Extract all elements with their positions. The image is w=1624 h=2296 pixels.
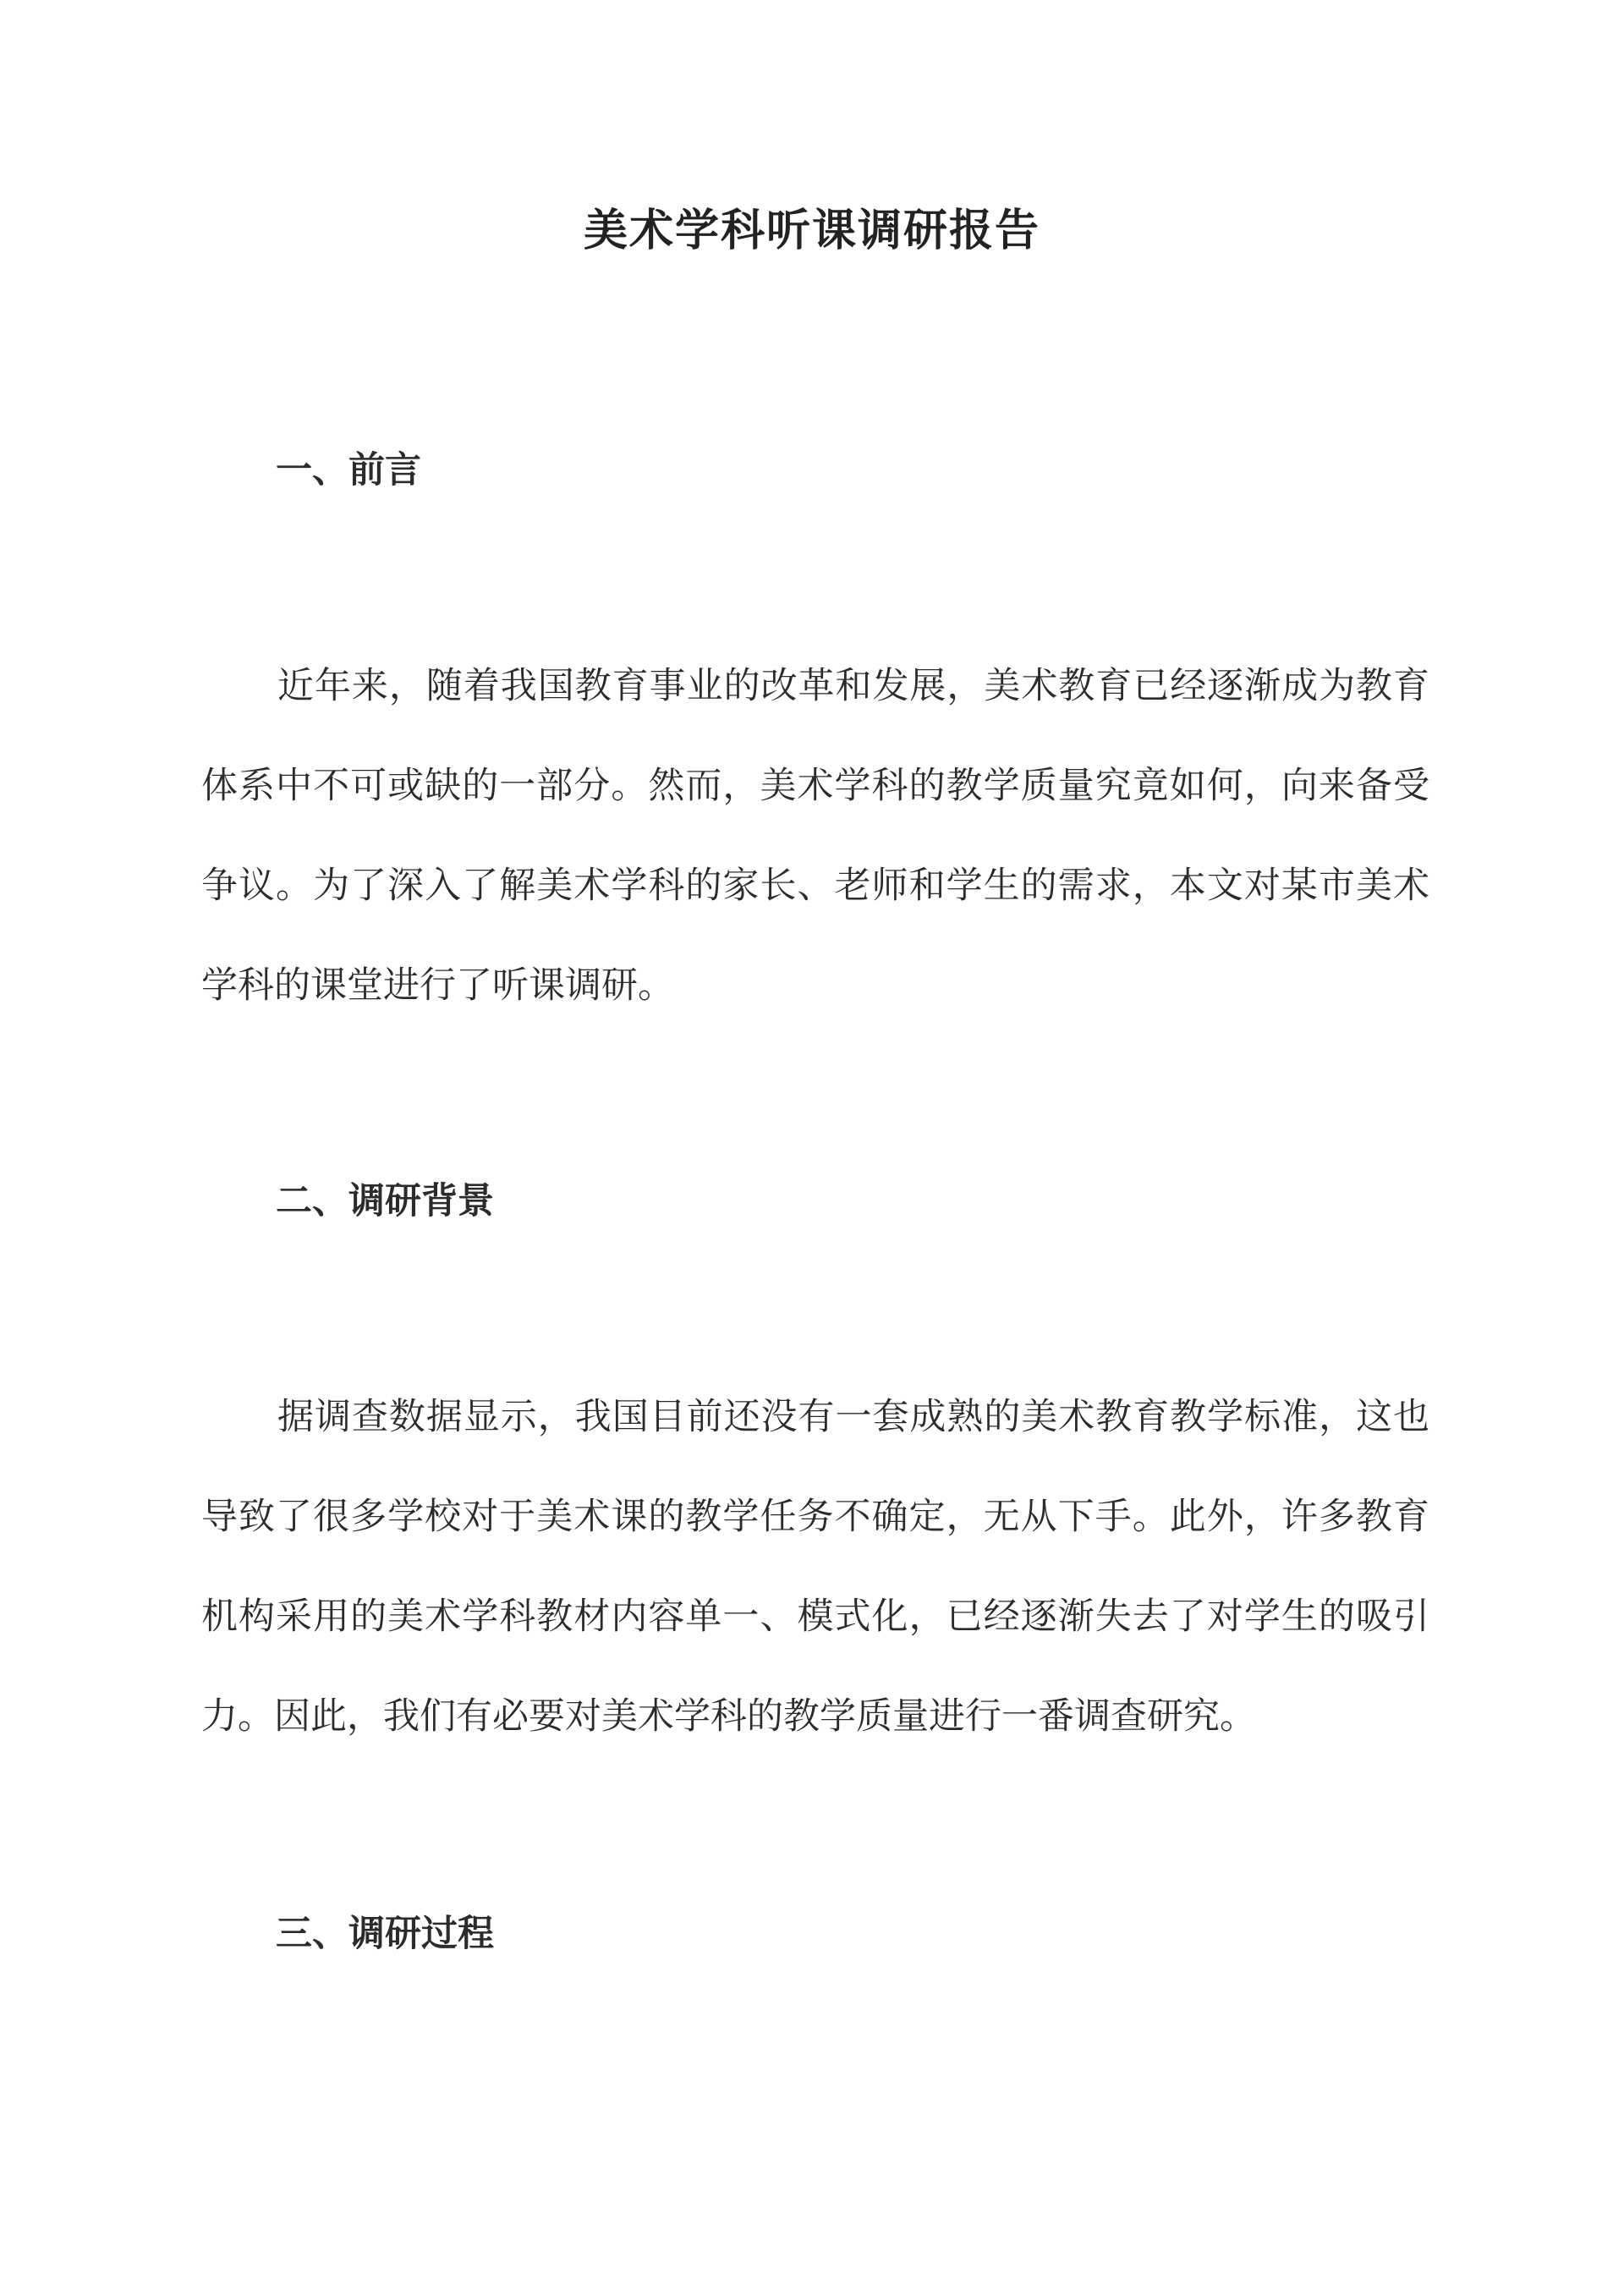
section-paragraph-background: 据调查数据显示，我国目前还没有一套成熟的美术教育教学标准，这也导致了很多学校对于美术课的教学任务不确定，无从下手。此外，许多教育机构采用的美术学科教材内容单一、模式化，已经逐渐失去了对学生的吸引力。因此，我们有必要对美术学科的教学质量进行一番调查研究。 [201, 1396, 1429, 1738]
section-heading-process: 三、调研过程 [276, 1913, 494, 1955]
document-title: 美术学科听课调研报告 [583, 205, 1040, 256]
section-heading-preface: 一、前言 [276, 449, 421, 492]
section-paragraph-preface: 近年来，随着我国教育事业的改革和发展，美术教育已经逐渐成为教育体系中不可或缺的一部分。然而，美术学科的教学质量究竟如何，向来备受争议。为了深入了解美术学科的家长、老师和学生的需求，本文对某市美术学科的课堂进行了听课调研。 [201, 665, 1429, 1007]
section-heading-background: 二、调研背景 [276, 1180, 494, 1222]
